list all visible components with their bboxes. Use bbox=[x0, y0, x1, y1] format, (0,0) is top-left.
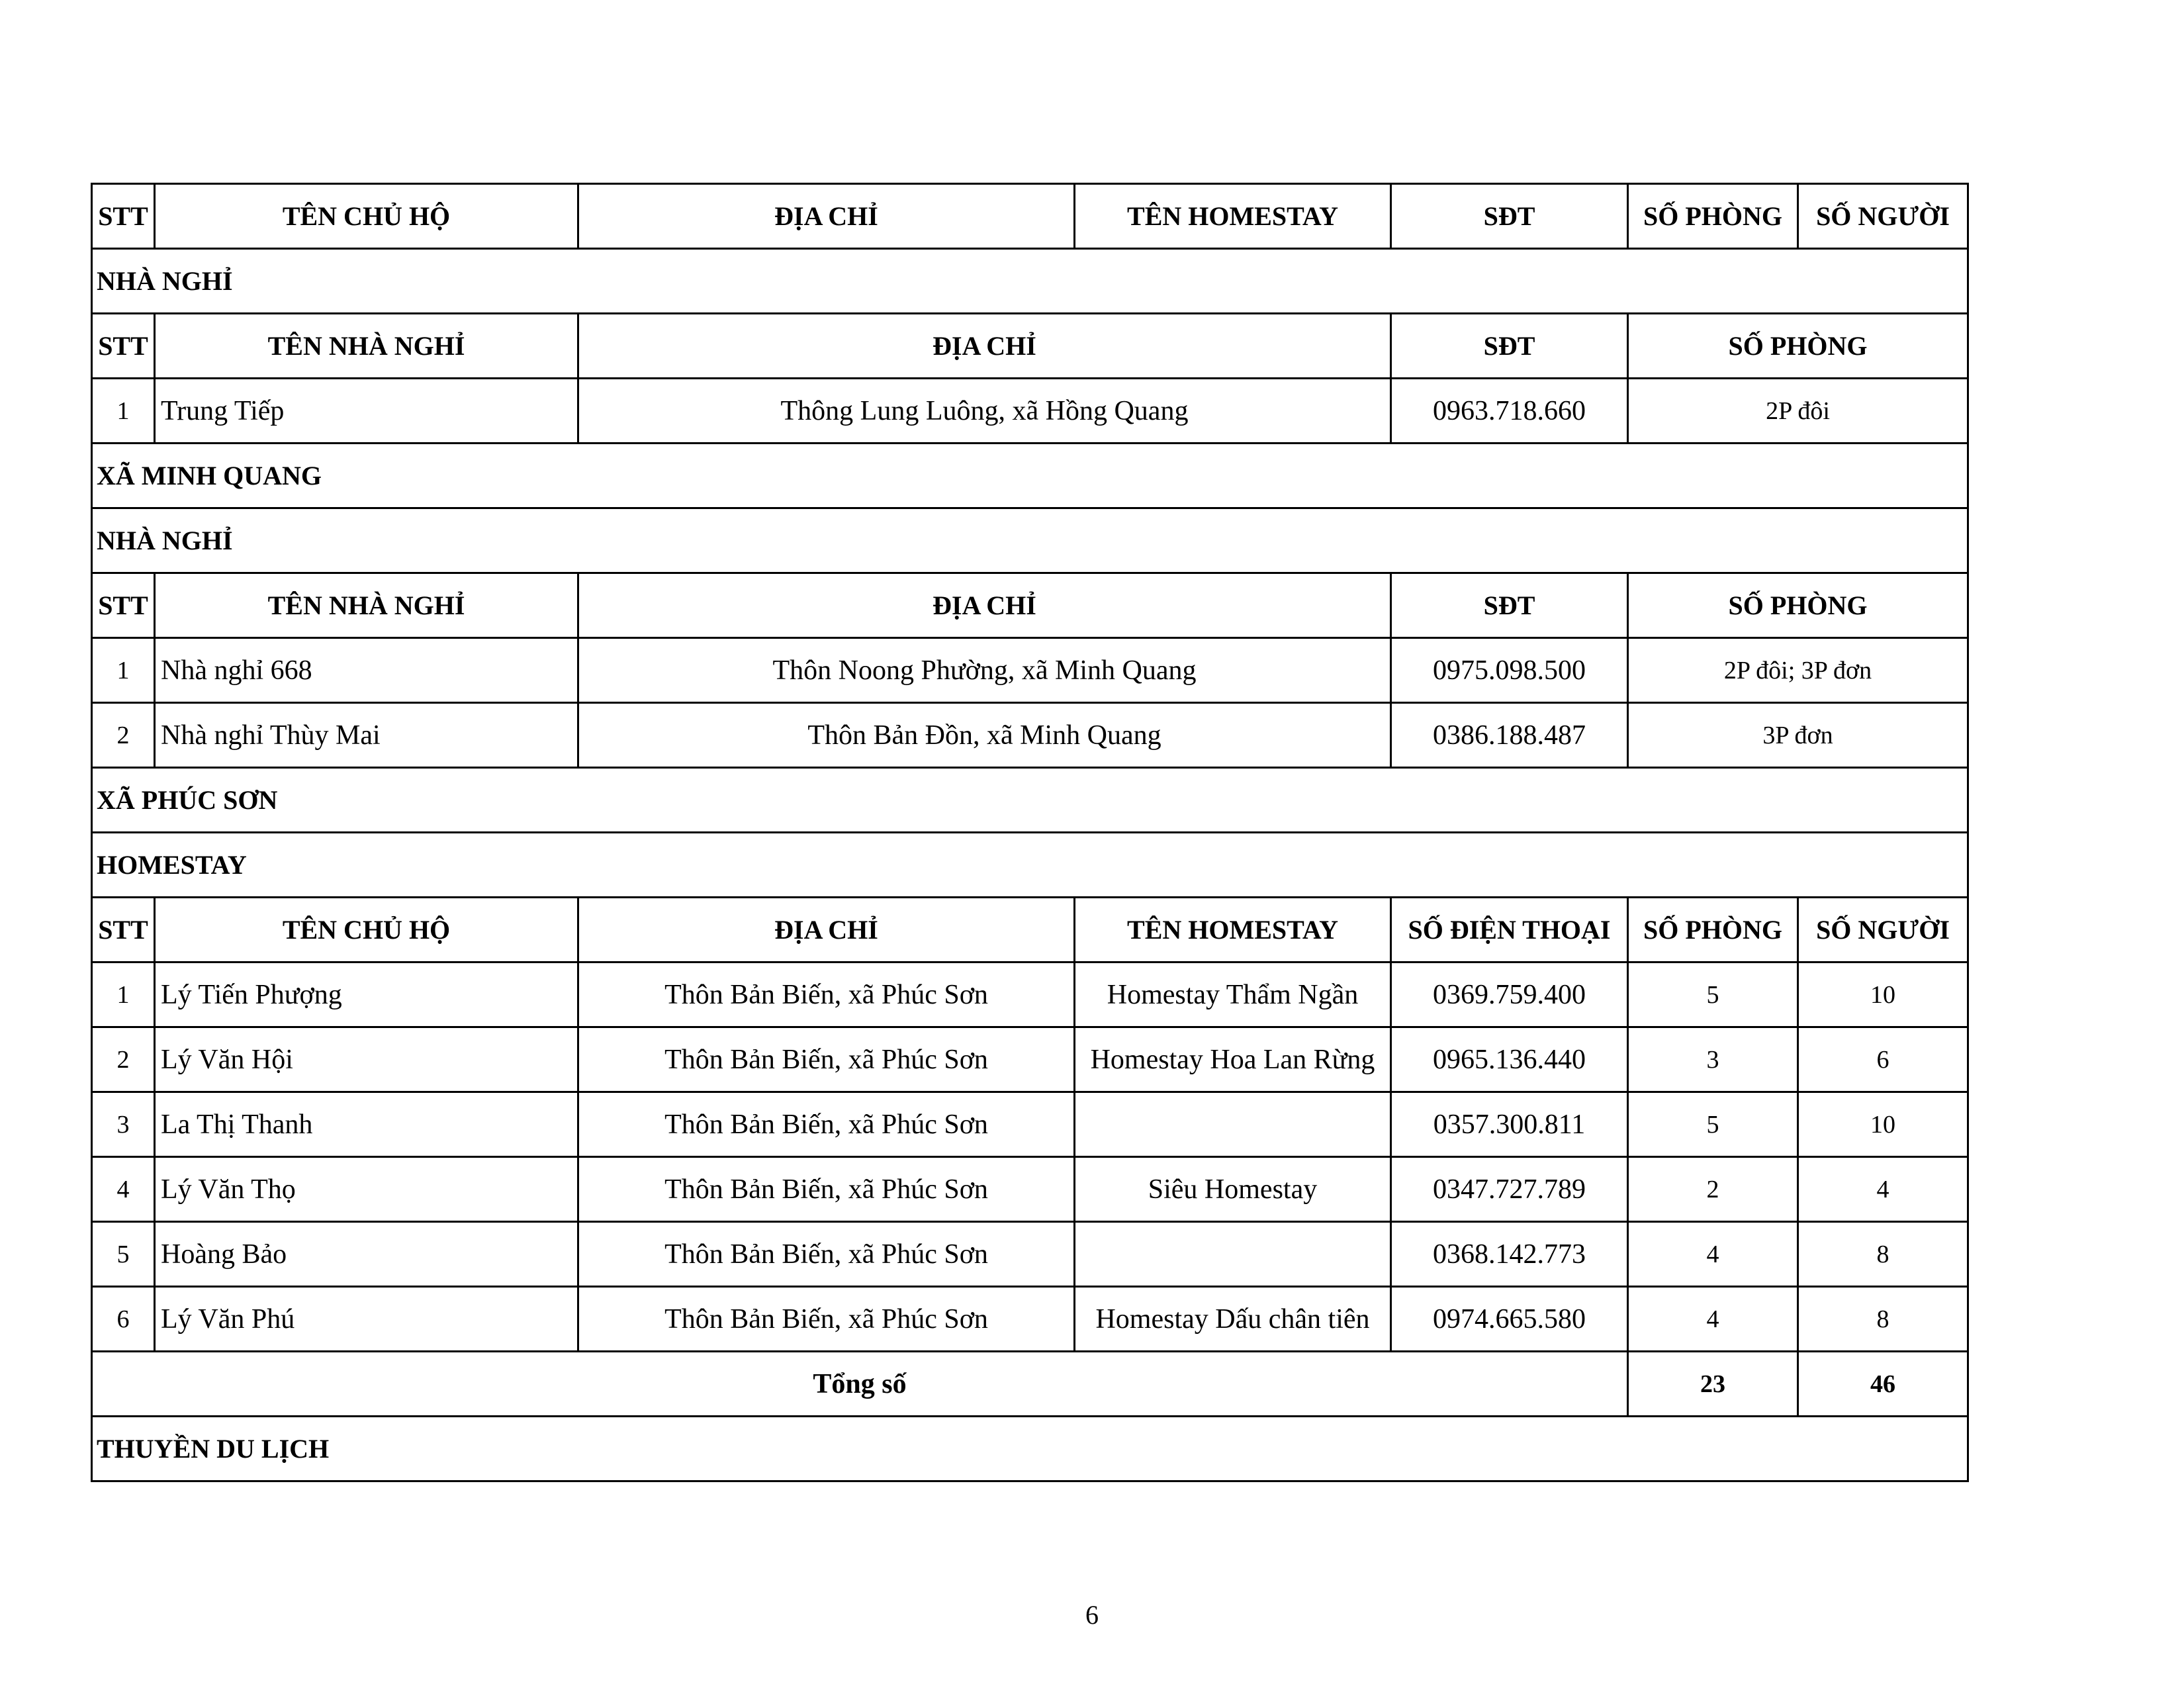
cell-stt: 1 bbox=[92, 379, 155, 444]
table-row bbox=[92, 703, 1968, 768]
cell-people: 8 bbox=[1798, 1287, 1968, 1352]
cell-rooms: 4 bbox=[1628, 1287, 1798, 1352]
table-row bbox=[92, 1092, 1968, 1157]
cell-phone: 0975.098.500 bbox=[1391, 638, 1628, 703]
cell-guesthouse-name: Nhà nghỉ Thùy Mai bbox=[155, 703, 578, 768]
header-phone: SĐT bbox=[1391, 314, 1628, 379]
cell-stt: 3 bbox=[92, 1092, 155, 1157]
header-stt: STT bbox=[92, 573, 155, 638]
header-phone: SĐT bbox=[1391, 184, 1628, 249]
header-address: ĐỊA CHỈ bbox=[578, 573, 1391, 638]
header-homestay-name: TÊN HOMESTAY bbox=[1075, 184, 1391, 249]
table-row bbox=[92, 1222, 1968, 1287]
table-row bbox=[92, 1287, 1968, 1352]
header-rooms: SỐ PHÒNG bbox=[1628, 898, 1798, 962]
cell-guesthouse-name: Trung Tiếp bbox=[155, 379, 578, 444]
section-title-row bbox=[92, 249, 1968, 314]
cell-address: Thôn Noong Phường, xã Minh Quang bbox=[578, 638, 1391, 703]
guesthouse-header-row bbox=[92, 314, 1968, 379]
cell-stt: 5 bbox=[92, 1222, 155, 1287]
cell-stt: 2 bbox=[92, 1027, 155, 1092]
cell-stt: 1 bbox=[92, 962, 155, 1027]
cell-people: 8 bbox=[1798, 1222, 1968, 1287]
cell-rooms: 2 bbox=[1628, 1157, 1798, 1222]
section-title-row bbox=[92, 833, 1968, 898]
header-guesthouse-name: TÊN NHÀ NGHỈ bbox=[155, 314, 578, 379]
section-title-row bbox=[92, 508, 1968, 573]
section-title-commune: XÃ MINH QUANG bbox=[92, 444, 1968, 508]
cell-rooms: 3P đơn bbox=[1628, 703, 1968, 768]
cell-people: 6 bbox=[1798, 1027, 1968, 1092]
table-header-row bbox=[92, 184, 1968, 249]
cell-owner: La Thị Thanh bbox=[155, 1092, 578, 1157]
cell-stt: 2 bbox=[92, 703, 155, 768]
cell-homestay-name: Homestay Thẩm Ngần bbox=[1075, 962, 1391, 1027]
total-rooms: 23 bbox=[1628, 1352, 1798, 1417]
cell-homestay-name bbox=[1075, 1092, 1391, 1157]
section-title-commune: XÃ PHÚC SƠN bbox=[92, 768, 1968, 833]
cell-address: Thôn Bản Biến, xã Phúc Sơn bbox=[578, 1287, 1075, 1352]
cell-phone: 0965.136.440 bbox=[1391, 1027, 1628, 1092]
cell-stt: 1 bbox=[92, 638, 155, 703]
header-address: ĐỊA CHỈ bbox=[578, 898, 1075, 962]
header-people: SỐ NGƯỜI bbox=[1798, 898, 1968, 962]
header-phone: SĐT bbox=[1391, 573, 1628, 638]
cell-phone: 0368.142.773 bbox=[1391, 1222, 1628, 1287]
cell-address: Thôn Bản Biến, xã Phúc Sơn bbox=[578, 962, 1075, 1027]
cell-stt: 4 bbox=[92, 1157, 155, 1222]
cell-rooms: 3 bbox=[1628, 1027, 1798, 1092]
cell-owner: Lý Văn Hội bbox=[155, 1027, 578, 1092]
header-phone: SỐ ĐIỆN THOẠI bbox=[1391, 898, 1628, 962]
section-title-row bbox=[92, 444, 1968, 508]
cell-homestay-name: Homestay Dấu chân tiên bbox=[1075, 1287, 1391, 1352]
cell-owner: Lý Văn Thọ bbox=[155, 1157, 578, 1222]
cell-rooms: 4 bbox=[1628, 1222, 1798, 1287]
cell-people: 4 bbox=[1798, 1157, 1968, 1222]
cell-rooms: 2P đôi bbox=[1628, 379, 1968, 444]
cell-phone: 0369.759.400 bbox=[1391, 962, 1628, 1027]
cell-homestay-name: Siêu Homestay bbox=[1075, 1157, 1391, 1222]
total-people: 46 bbox=[1798, 1352, 1968, 1417]
section-title-boat: THUYỀN DU LỊCH bbox=[92, 1417, 1968, 1481]
cell-rooms: 5 bbox=[1628, 1092, 1798, 1157]
header-rooms: SỐ PHÒNG bbox=[1628, 573, 1968, 638]
header-owner: TÊN CHỦ HỘ bbox=[155, 898, 578, 962]
header-stt: STT bbox=[92, 184, 155, 249]
header-rooms: SỐ PHÒNG bbox=[1628, 184, 1798, 249]
total-row bbox=[92, 1352, 1968, 1417]
guesthouse-header-row bbox=[92, 573, 1968, 638]
header-stt: STT bbox=[92, 314, 155, 379]
table-row bbox=[92, 638, 1968, 703]
cell-phone: 0347.727.789 bbox=[1391, 1157, 1628, 1222]
cell-address: Thôn Bản Biến, xã Phúc Sơn bbox=[578, 1157, 1075, 1222]
cell-people: 10 bbox=[1798, 962, 1968, 1027]
cell-phone: 0386.188.487 bbox=[1391, 703, 1628, 768]
cell-address: Thôn Bản Biến, xã Phúc Sơn bbox=[578, 1222, 1075, 1287]
cell-owner: Lý Văn Phú bbox=[155, 1287, 578, 1352]
cell-stt: 6 bbox=[92, 1287, 155, 1352]
cell-phone: 0357.300.811 bbox=[1391, 1092, 1628, 1157]
header-stt: STT bbox=[92, 898, 155, 962]
header-address: ĐỊA CHỈ bbox=[578, 314, 1391, 379]
cell-owner: Hoàng Bảo bbox=[155, 1222, 578, 1287]
cell-address: Thôn Bản Biến, xã Phúc Sơn bbox=[578, 1092, 1075, 1157]
section-title-row bbox=[92, 768, 1968, 833]
total-label: Tổng số bbox=[92, 1352, 1628, 1417]
table-row bbox=[92, 1027, 1968, 1092]
header-homestay-name: TÊN HOMESTAY bbox=[1075, 898, 1391, 962]
cell-phone: 0974.665.580 bbox=[1391, 1287, 1628, 1352]
accommodation-table bbox=[91, 183, 1969, 1482]
cell-rooms: 5 bbox=[1628, 962, 1798, 1027]
header-rooms: SỐ PHÒNG bbox=[1628, 314, 1968, 379]
cell-homestay-name: Homestay Hoa Lan Rừng bbox=[1075, 1027, 1391, 1092]
cell-people: 10 bbox=[1798, 1092, 1968, 1157]
cell-address: Thôn Bản Biến, xã Phúc Sơn bbox=[578, 1027, 1075, 1092]
cell-guesthouse-name: Nhà nghỉ 668 bbox=[155, 638, 578, 703]
section-title-row bbox=[92, 1417, 1968, 1481]
cell-address: Thôn Bản Đồn, xã Minh Quang bbox=[578, 703, 1391, 768]
header-people: SỐ NGƯỜI bbox=[1798, 184, 1968, 249]
table-row bbox=[92, 379, 1968, 444]
cell-rooms: 2P đôi; 3P đơn bbox=[1628, 638, 1968, 703]
section-title-homestay: HOMESTAY bbox=[92, 833, 1968, 898]
cell-phone: 0963.718.660 bbox=[1391, 379, 1628, 444]
cell-address: Thông Lung Luông, xã Hồng Quang bbox=[578, 379, 1391, 444]
table-row bbox=[92, 962, 1968, 1027]
homestay-header-row bbox=[92, 898, 1968, 962]
section-title-nha-nghi: NHÀ NGHỈ bbox=[92, 249, 1968, 314]
header-address: ĐỊA CHỈ bbox=[578, 184, 1075, 249]
header-owner: TÊN CHỦ HỘ bbox=[155, 184, 578, 249]
section-title-nha-nghi: NHÀ NGHỈ bbox=[92, 508, 1968, 573]
cell-owner: Lý Tiến Phượng bbox=[155, 962, 578, 1027]
cell-homestay-name bbox=[1075, 1222, 1391, 1287]
page-number: 6 bbox=[1085, 1600, 1099, 1630]
header-guesthouse-name: TÊN NHÀ NGHỈ bbox=[155, 573, 578, 638]
table-row bbox=[92, 1157, 1968, 1222]
